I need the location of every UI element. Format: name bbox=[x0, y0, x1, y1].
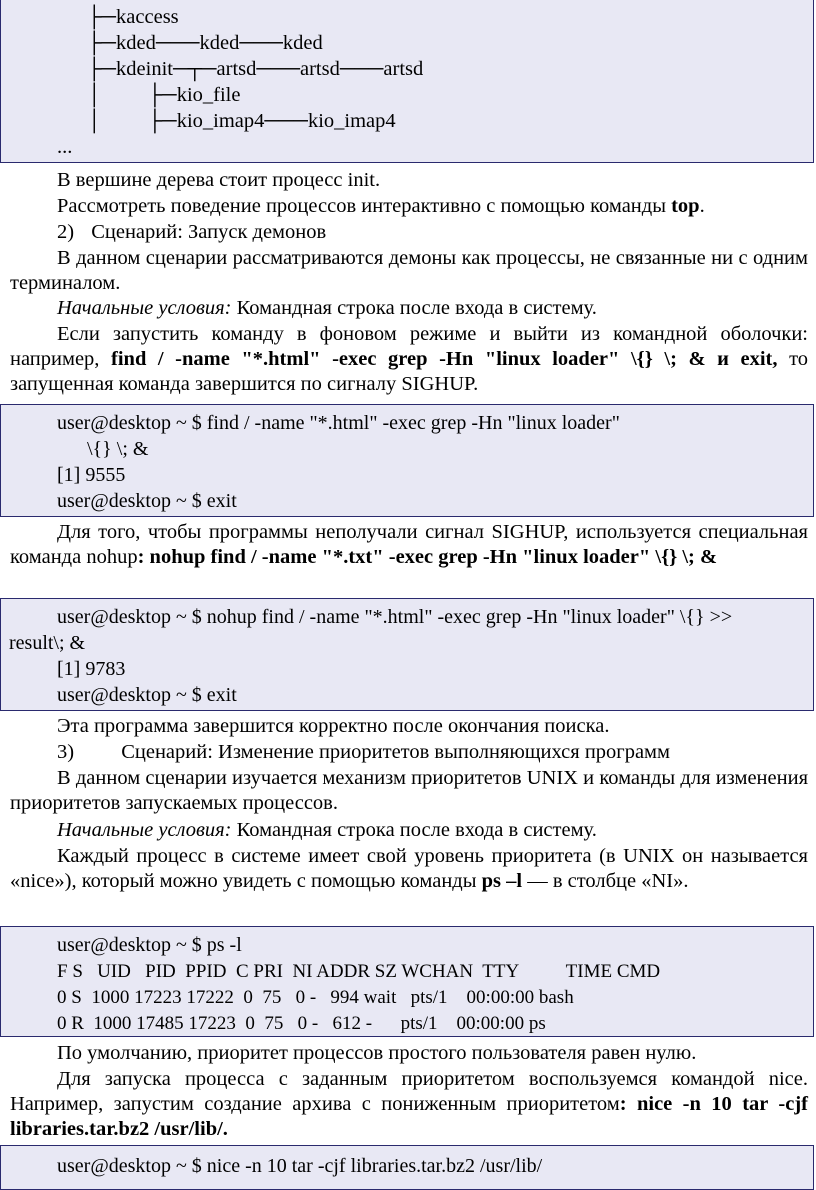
code-line: │ ├─kio_imap4───kio_imap4 bbox=[87, 110, 396, 132]
paragraph: В вершине дерева стоит процесс init. bbox=[57, 169, 381, 191]
paragraph: По умолчанию, приоритет процессов простого пользователя равен нулю. bbox=[57, 1042, 697, 1064]
code-line: ├─kded───kded───kded bbox=[87, 32, 323, 54]
code-box-find bbox=[0, 404, 814, 517]
code-line: \{} \; & bbox=[87, 438, 149, 460]
code-line: ... bbox=[57, 136, 73, 158]
code-line: 0 R 1000 17485 17223 0 75 0 - 612 - pts/1 00:00:00 ps bbox=[57, 1013, 546, 1034]
scenario-number: 3) bbox=[57, 741, 75, 763]
code-box-nohup bbox=[0, 598, 814, 711]
paragraph bbox=[10, 520, 808, 570]
paragraph-text: Для запуска процесса с заданным приоритетом воспользуемся командой nice. Например, запустим создание архива с пониженным приоритетом bbox=[10, 1068, 808, 1115]
paragraph bbox=[10, 818, 808, 843]
paragraph-text: Если запустить команду в фоновом режиме и выйти из командной оболочки: например, bbox=[10, 323, 808, 370]
conditions-label: Начальные условия: bbox=[57, 297, 232, 319]
scenario-number: 2) bbox=[57, 221, 75, 243]
paragraph-text: Рассмотреть поведение процессов интерактивно с помощью команды bbox=[57, 195, 672, 217]
paragraph bbox=[10, 194, 808, 219]
command-text: top bbox=[671, 195, 700, 217]
paragraph: В данном сценарии изучается механизм приоритетов UNIX и команды для изменения приоритетов запускаемых процессов. bbox=[10, 767, 808, 814]
code-line: 0 S 1000 17223 17222 0 75 0 - 994 wait pts/1 00:00:00 bash bbox=[57, 987, 574, 1008]
command-text: : nice -n 10 tar -cjf libraries.tar.bz2 /usr/lib/. bbox=[10, 1093, 809, 1140]
code-line: user@desktop ~ $ exit bbox=[57, 490, 237, 512]
scenario-heading bbox=[57, 220, 816, 245]
code-line: ├─kaccess bbox=[87, 6, 179, 28]
command-text: ps –l bbox=[481, 870, 523, 892]
scenario-title: Сценарий: Запуск демонов bbox=[91, 221, 327, 243]
code-box-nice bbox=[0, 1145, 814, 1190]
conditions-text: Командная строка после входа в систему. bbox=[231, 297, 597, 319]
code-line: F S UID PID PPID C PRI NI ADDR SZ WCHAN TTY TIME CMD bbox=[57, 961, 661, 982]
code-box-pstree bbox=[0, 0, 814, 163]
code-line: user@desktop ~ $ ps -l bbox=[57, 934, 242, 956]
code-line: user@desktop ~ $ nice -n 10 tar -cjf libraries.tar.bz2 /usr/lib/ bbox=[57, 1155, 543, 1177]
code-line: user@desktop ~ $ nohup find / -name "*.html" -exec grep -Hn "linux loader" \{} >> bbox=[57, 606, 733, 628]
command-text: : nohup find / -name "*.txt" -exec grep -Hn "linux loader" \{} \; & bbox=[137, 546, 718, 568]
code-line: │ ├─kio_file bbox=[87, 84, 241, 106]
code-line: user@desktop ~ $ find / -name "*.html" -exec grep -Hn "linux loader" bbox=[57, 412, 620, 434]
paragraph-text: Каждый процесс в системе имеет свой уровень приоритета (в UNIX он называется «nice»), который можно увидеть с помощью команды bbox=[10, 845, 808, 892]
code-line: [1] 9783 bbox=[57, 658, 126, 680]
command-text: find / -name "*.html" -exec grep -Hn "linux loader" \{} \; & и exit, bbox=[111, 348, 778, 370]
scenario-title: Сценарий: Изменение приоритетов выполняющихся программ bbox=[121, 741, 670, 763]
paragraph bbox=[10, 844, 808, 894]
code-line: ├─kdeinit─┬─artsd───artsd───artsd bbox=[87, 58, 424, 80]
paragraph-text: — в столбце «NI». bbox=[522, 870, 689, 892]
scenario-heading bbox=[57, 740, 816, 765]
paragraph bbox=[10, 1067, 808, 1142]
paragraph bbox=[10, 296, 808, 321]
paragraph: Эта программа завершится корректно после окончания поиска. bbox=[57, 715, 610, 737]
paragraph-text: Для того, чтобы программы неполучали сигнал SIGHUP, используется специальная команда nohup bbox=[10, 521, 808, 568]
paragraph-end: . bbox=[699, 195, 705, 217]
code-line: result\; & bbox=[9, 632, 86, 654]
conditions-text: Командная строка после входа в систему. bbox=[231, 819, 597, 841]
conditions-label: Начальные условия: bbox=[57, 819, 232, 841]
code-line: user@desktop ~ $ exit bbox=[57, 684, 237, 706]
code-box-ps bbox=[0, 926, 814, 1037]
paragraph-text: то запущенная команда завершится по сигналу SIGHUP. bbox=[10, 348, 809, 395]
code-line: [1] 9555 bbox=[57, 464, 126, 486]
paragraph bbox=[10, 322, 808, 397]
paragraph: В данном сценарии рассматриваются демоны как процессы, не связанные ни с одним терминалом. bbox=[10, 247, 808, 294]
